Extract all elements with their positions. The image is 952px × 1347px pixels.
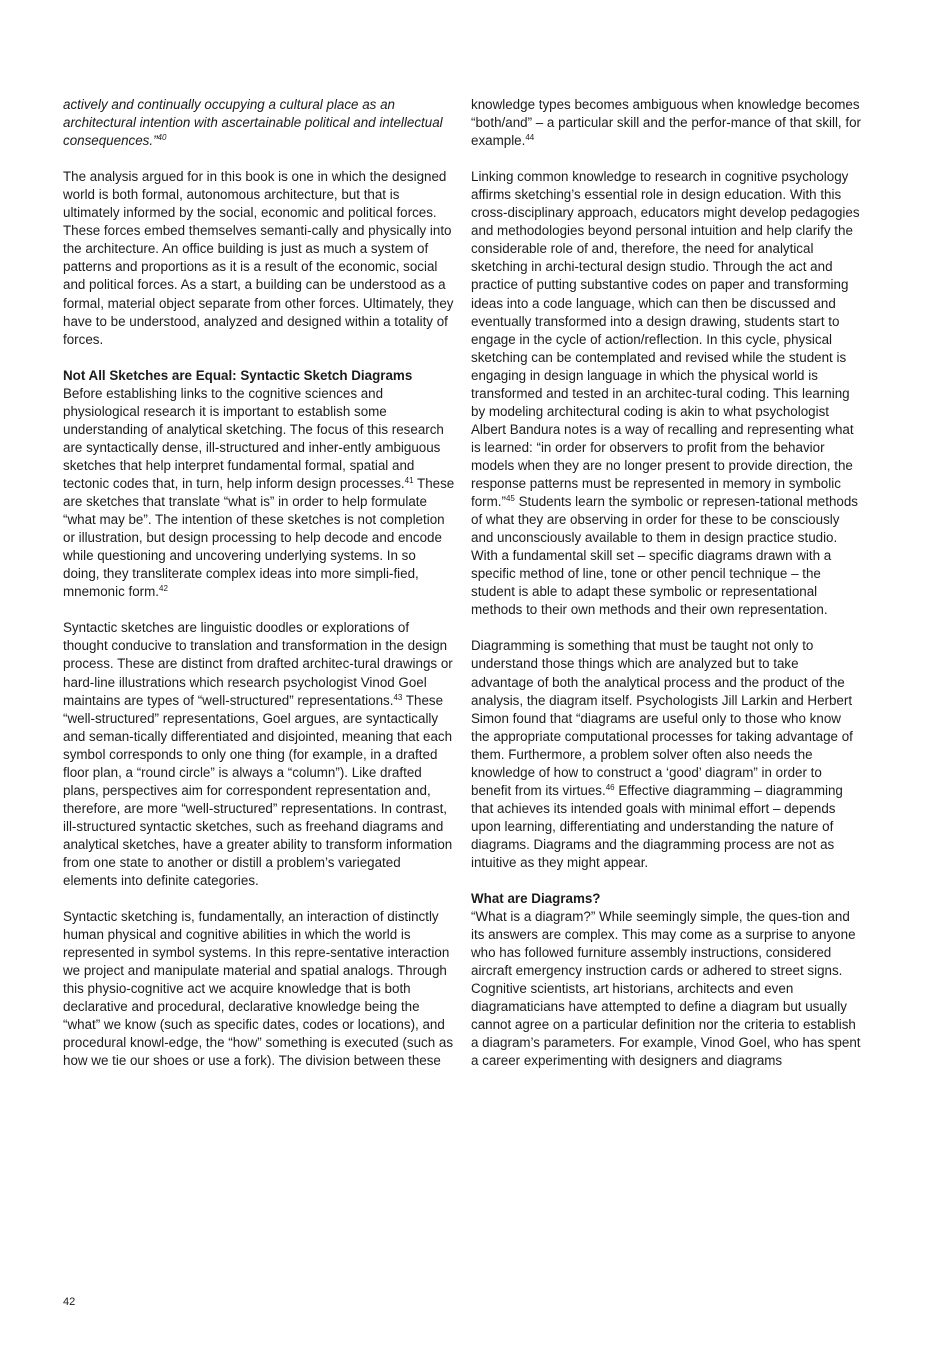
footnote-ref-44: 44 xyxy=(525,133,535,143)
footnote-ref-42: 42 xyxy=(159,584,168,594)
what-is-diagram-paragraph: “What is a diagram?” While seemingly simple, the ques-tion and its answers are complex. This may come as a surprise to anyone who has followed furniture assembly instructions, considered aircraft emergency instruction cards or adhered to street signs. Cognitive scientists, art historians, architects and even diagramaticians have attempted to define a diagram but usually cannot agree on a particular definition nor the criteria to establish a diagram’s parameters. For example, Vinod Goel, who has spent a career experimenting with designers and diagrams xyxy=(471,909,861,1069)
knowledge-types-paragraph: knowledge types becomes ambiguous when knowledge becomes “both/and” – a particular skill and the perfor-mance of that skill, for example.$^{44}$ xyxy=(471,97,862,149)
diagramming-paragraph: Diagramming is something that must be taught not only to understand those things which are analyzed but to take advantage of both the analytical process and the product of the analysis, the diagram itself. Psychologists Jill Larkin and Herbert Simon found that “diagrams are useful only to those who know the appropriate computational processes for taking advantage of them. Furthermore, a problem solver often also needs the knowledge of how to construct a ‘good’ diagram” in order to benefit from its virtues.$^{46}$ Effective diagramming – diagramming that achieves its intended goals with minimal effort – depends upon learning, differentiating and understanding the nature of diagrams. Diagrams and the diagramming process are not as intuitive as they might appear. xyxy=(471,638,853,870)
linking-knowledge-paragraph: Linking common knowledge to research in cognitive psychology affirms sketching’s essential role in design education. With this cross-disciplinary approach, educators might develop pedagogies and methodologies beyond personal intuition and help clarify the considerable role of and, therefore, the need for analytical sketching in archi-tectural design studio. Through the act and practice of putting substantive codes on paper and transforming ideas into a code language, which can then be discussed and eventually transformed into a design drawing, students start to engage in the cycle of action/reflection. In this cycle, physical sketching can be contemplated and revised while the student is engaging in design language in which the physical world is transformed and tested in an architec-tural coding. This learning by modeling architectural coding is akin to what psychologist Albert Bandura notes is a way of recalling and representing what is learned: “in order for observers to profit from the behavior models when they are no longer present to provide direction, the response patterns must be represented in memory in symbolic form.”$^{45}$ Students learn the symbolic or represen-tational methods of what they are observing in order for these to be consciously and unconsciously available to them in design practice studio. With a fundamental skill set – specific diagrams drawn with a specific method of line, tone or other pencil technique – the student is able to adapt these symbolic or representational methods to their own methods and their own representation. xyxy=(471,169,860,618)
analysis-paragraph: The analysis argued for in this book is one in which the designed world is both formal, autonomous architecture, but that is ultimately informed by the social, economic and political forces. These forces embed themselves semanti-cally and physically into the architecture. An office building is just as much a system of patterns and proportions as it is a result of the economic, social and political forces. As a start, a building can be understood as a formal, material object separate from other forces. Ultimately, they have to be understood, analyzed and designed within a totality of forces. xyxy=(63,169,454,347)
footnote-ref-46: 46 xyxy=(605,782,615,792)
quote-paragraph: actively and continually occupying a cultural place as an architectural intention with ascertainable political and intellectual consequences.”$^{40}$ xyxy=(63,97,443,149)
section-heading-syntactic-sketch: Not All Sketches are Equal: Syntactic Sketch Diagrams xyxy=(63,367,413,383)
left-column xyxy=(63,96,455,1071)
footnote-ref-45: 45 xyxy=(505,494,515,504)
right-column xyxy=(471,96,863,1071)
syntactic-sketching-paragraph: Syntactic sketching is, fundamentally, an interaction of distinctly human physical and cognitive abilities in which the world is represented in symbol systems. In this repre-sentative interaction we project and manipulate material and spatial analogs. Through this physio-cognitive act we acquire knowledge that is both declarative and procedural, declarative knowledge being the “what” we know (such as specific dates, codes or locations), and procedural knowl-edge, the “how” something is executed (such as how we tie our shoes or use a fork). The division between these xyxy=(63,909,454,1069)
page-number: 42 xyxy=(63,1296,76,1308)
section-heading-what-are-diagrams: What are Diagrams? xyxy=(471,891,601,907)
footnote-ref-40: 40 xyxy=(157,133,167,143)
syntactic-sketches-paragraph: Syntactic sketches are linguistic doodles or explorations of thought conducive to translation and transformation in the design process. These are distinct from drafted architec-tural drawings or hard-line illustrations which research psychologist Vinod Goel maintains are types of “well-structured” representations.$^{43}$ These “well-structured” representations, Goel argues, are syntactically and seman-tically differentiated and disjointed, meaning that each symbol corresponds to only one thing (for example, in a drafted floor plan, a “round circle” is always a “column”). Like drafted plans, perspectives aim for correspondent representation and, therefore, are more “well-structured” representations. In contrast, ill-structured syntactic sketches, such as freehand diagrams and analytical sketches, have a greater ability to transform information from one state to another or distill a problem’s variegated elements into definite categories. xyxy=(63,620,453,889)
footnote-ref-41: 41 xyxy=(404,475,414,485)
footnote-ref-43: 43 xyxy=(393,692,403,702)
sketching-paragraph: Before establishing links to the cognitive sciences and physiological research it is important to establish some understanding of analytical sketching. The focus of this research are syntactically dense, ill-structured and inher-ently ambiguous sketches that help interpret fundamental formal, spatial and tectonic codes that, in turn, help inform design processes.$^{41}$ These are sketches that translate “what is” in order to help formulate “what may be”. The intention of these sketches is not completion or illustration, but design processing to help decode and encode while questioning and uncovering underlying systems. In so doing, they transliterate complex ideas into more simpli-fied, mnemonic form.$^{42}$ xyxy=(63,385,455,600)
